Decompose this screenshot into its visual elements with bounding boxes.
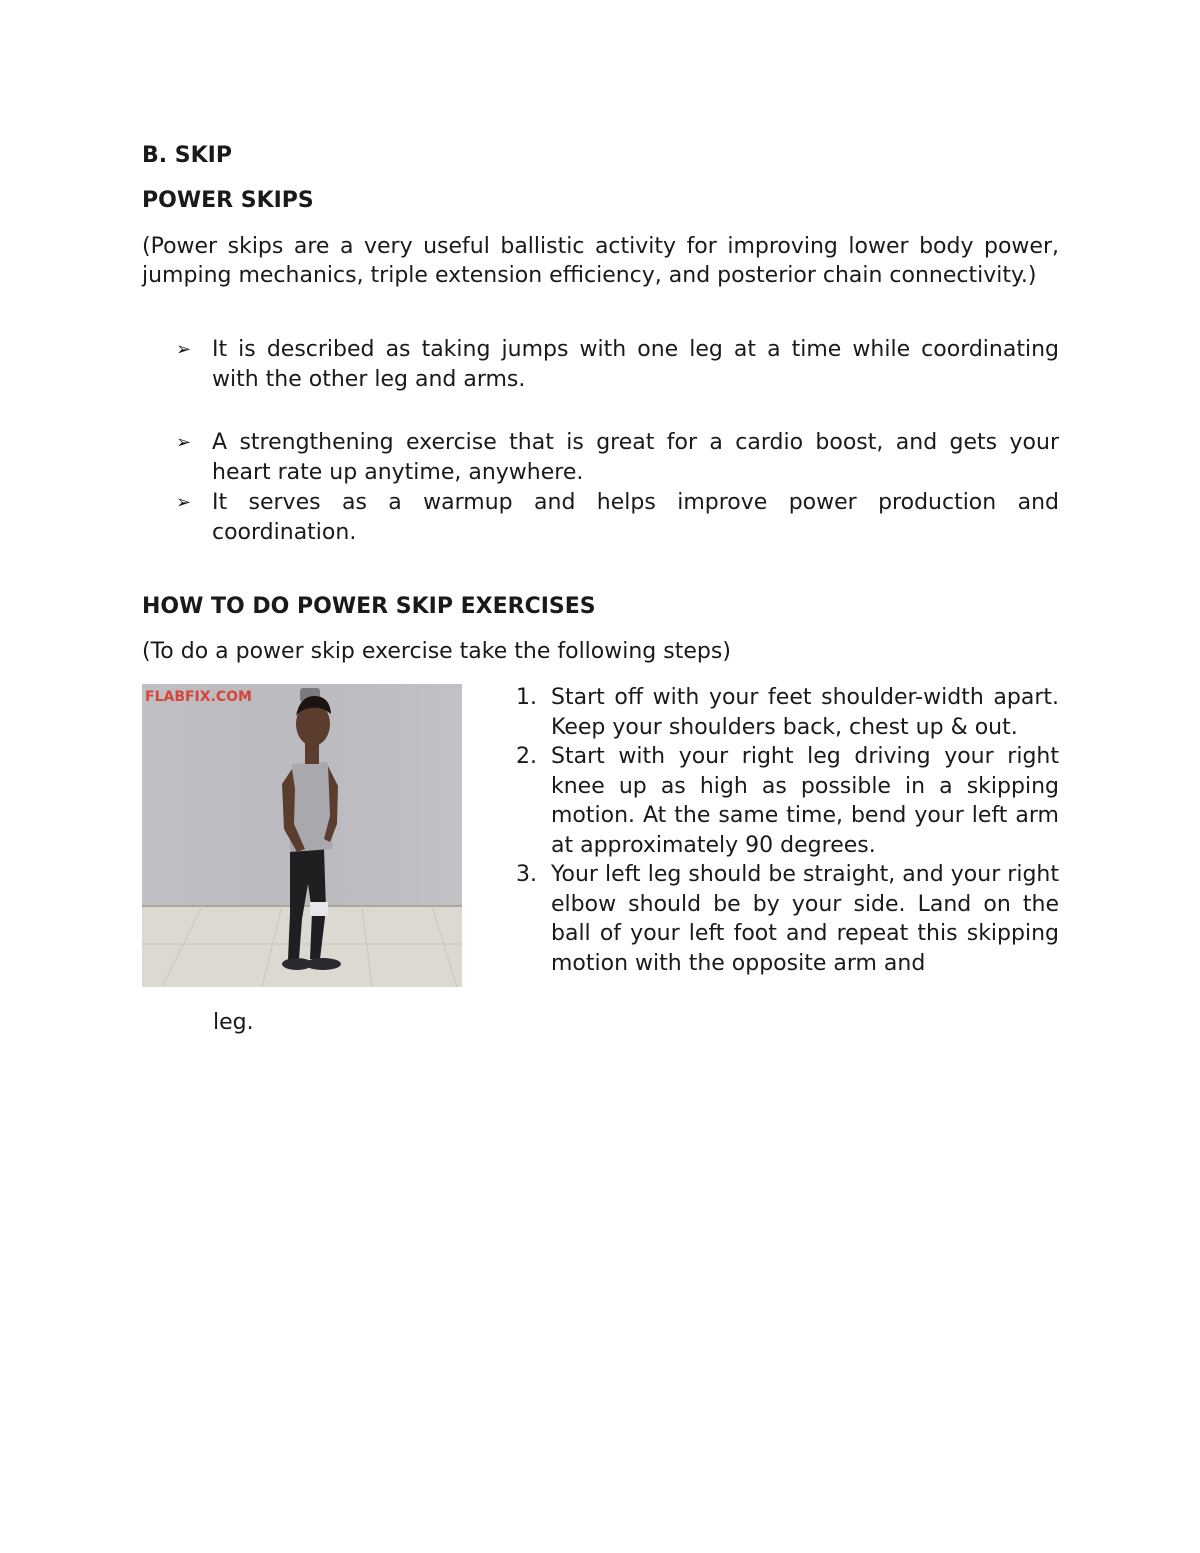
power-skips-heading: POWER SKIPS [142, 188, 314, 213]
power-skips-intro: (Power skips are a very useful ballistic activity for improving lower body power, jumping mechanics, triple extension efficiency, and posterior chain connectivity.) [142, 234, 1059, 288]
step-number: 3. [516, 862, 537, 887]
step-number: 1. [516, 685, 537, 710]
how-to-heading: HOW TO DO POWER SKIP EXERCISES [142, 594, 596, 619]
woman-standing-illustration [142, 684, 462, 987]
bullet-text: It is described as taking jumps with one leg at a time while coordinating with the other leg and arms. [212, 337, 1059, 392]
bullet-text: A strengthening exercise that is great for a cardio boost, and gets your heart rate up anytime, anywhere. [212, 430, 1059, 485]
step-item-3 [516, 860, 1059, 978]
arrow-bullet-icon: ➢ [176, 339, 192, 360]
bullet-item-3 [176, 488, 1059, 547]
step-continuation: leg. [213, 1010, 254, 1035]
bullet-item-2 [176, 428, 1059, 487]
arrow-bullet-icon: ➢ [176, 492, 192, 513]
arrow-bullet-icon: ➢ [176, 432, 192, 453]
step-text: Your left leg should be straight, and your right elbow should be by your side. Land on the ball of your left foot and repeat this skipping motion with the opposite arm and [551, 862, 1059, 976]
step-item-1 [516, 683, 1059, 742]
bullet-text: It serves as a warmup and helps improve power production and coordination. [212, 490, 1059, 545]
step-number: 2. [516, 744, 537, 769]
step-item-2 [516, 742, 1059, 860]
step-text: Start off with your feet shoulder-width apart. Keep your shoulders back, chest up & out. [551, 685, 1059, 740]
bullet-item-1 [176, 335, 1059, 394]
step-text: Start with your right leg driving your right knee up as high as possible in a skipping motion. At the same time, bend your left arm at approximately 90 degrees. [551, 744, 1059, 858]
power-skip-photo [142, 684, 462, 987]
steps-list [516, 683, 1059, 978]
how-to-intro: (To do a power skip exercise take the following steps) [142, 639, 731, 664]
section-heading: B. SKIP [142, 143, 232, 168]
watermark-logo: FLABFIX.COM [145, 689, 252, 705]
